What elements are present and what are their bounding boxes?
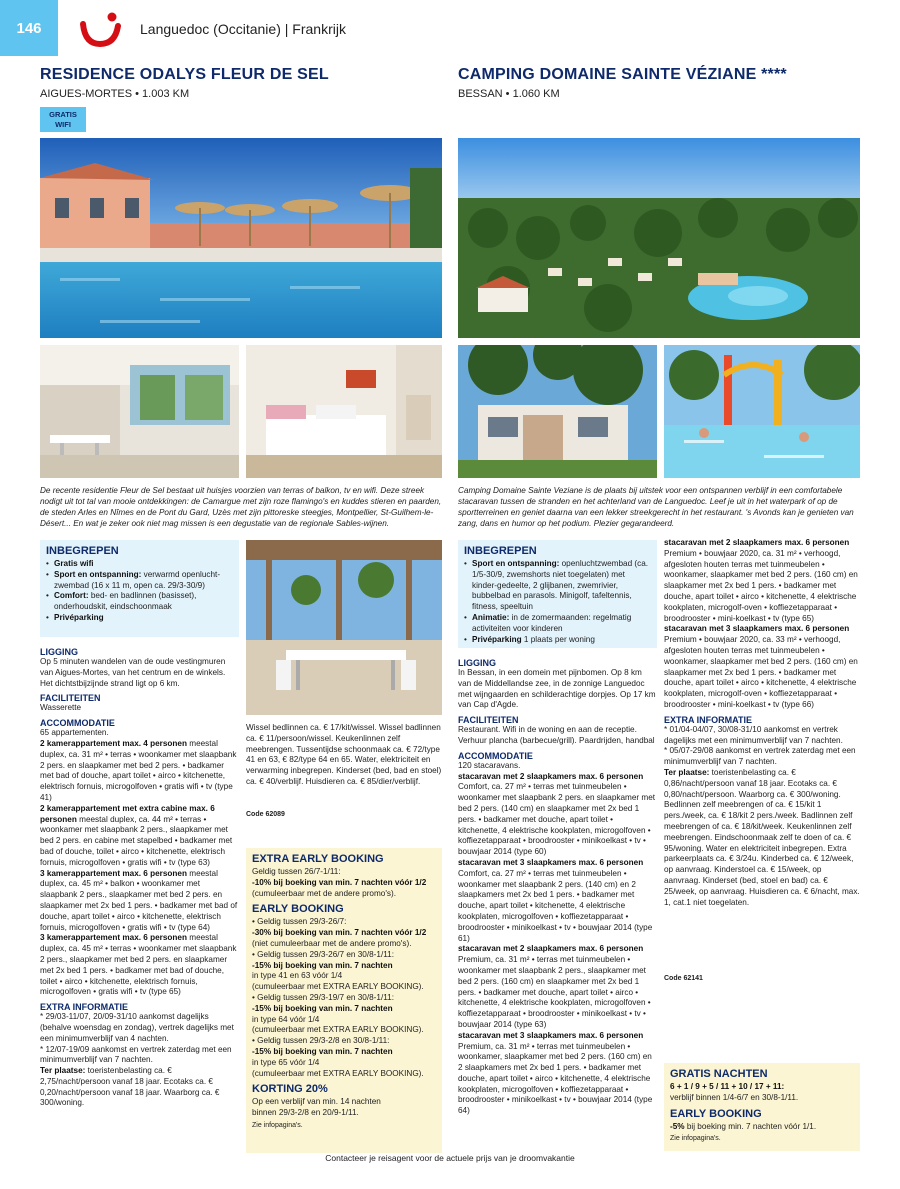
campsite-aerial-photo	[458, 138, 860, 338]
eb-line: -30% bij boeking van min. 7 nachten vóór 1/2	[252, 928, 427, 938]
left-facilities-text: Wasserette	[40, 703, 82, 713]
right-extra-line: * 05/07-29/08 aankomst en vertrek zaterdag met een minimumverblijf van 7 nachten.	[664, 746, 856, 767]
right-unit: stacaravan met 2 slaapkamers max. 6 personen Premium, ca. 31 m² • terras met tuinmeubelen • woonkamer met slaapbank 2 pers., slaapkamer met bed 2 pers. (160 cm) en slaapkamer met 2x bed 1 pers. • badkamer met douche, apart toilet • airco • kitchenette, 4 elektrische kookplaten, microgolfoven • koffiezetapparaat • broodrooster • minikoelkast • tv • bouwjaar 2014 (type 63)	[458, 944, 651, 1029]
left-extra-line: * 12/07-19/09 aankomst en vertrek zaterdag met een minimumverblijf van 7 nachten.	[40, 1044, 232, 1065]
eb-line: (niet cumuleerbaar met de andere promo's).	[252, 938, 412, 948]
living-room-photo	[40, 345, 239, 478]
right-unit: stacaravan met 2 slaapkamers max. 6 personen Premium • bouwjaar 2020, ca. 31 m² • verhoogd, afgesloten houten terras met tuinmeubelen • woonkamer, slaapkamer met bed 2 pers. (160 cm) en slaapkamer met 2x bed 1 pers. • badkamer met douche, apart toilet • airco • kitchenette, 4 elektrische kookplaten, microgolf-oven • koffiezetapparaat • broodrooster • mini-koelkast • tv (type 65)	[664, 538, 858, 623]
right-eb-title: EARLY BOOKING	[670, 1107, 762, 1120]
left-location-text: Op 5 minuten wandelen van de oude vestingmuren van Aigues-Mortes, van het centrum en de winkels. Het dichtstbijzijnde strand ligt op 6 km.	[40, 657, 226, 688]
badge-line-1: GRATIS	[49, 110, 77, 119]
info-note: Zie infopagina's.	[252, 1121, 303, 1129]
right-extra-heading: EXTRA INFORMATIE	[664, 714, 752, 725]
eb-line: • Geldig tussen 29/3-19/7 en 30/8-1/11:	[252, 992, 394, 1002]
eeb-line: (cumuleerbaar met de andere promo's).	[252, 888, 397, 898]
right-code: Code 62141	[664, 975, 703, 982]
right-included-list	[464, 559, 651, 645]
eeb-title: EXTRA EARLY BOOKING	[252, 853, 384, 865]
list-item: • Privéparking	[46, 613, 233, 624]
right-eb-text: -5% bij boeking min. 7 nachten vóór 1/1.	[670, 1121, 817, 1131]
left-extra-line: * 29/03-11/07, 20/09-31/10 aankomst dagelijks (behalve woensdag en zondag), vertrek dagelijks met een minimumverblijf van 4 nachten.	[40, 1012, 234, 1043]
eb-line: in type 65 vóór 1/4	[252, 1057, 320, 1067]
left-title: RESIDENCE ODALYS FLEUR DE SEL	[40, 66, 329, 83]
left-details	[40, 643, 239, 1109]
eb-line: (cumuleerbaar met EXTRA EARLY BOOKING).	[252, 1068, 424, 1078]
eb-line: in type 64 vóór 1/4	[252, 1014, 320, 1024]
right-col2	[664, 538, 860, 908]
left-location-heading: LIGGING	[40, 647, 78, 657]
eb-line: in type 41 en 63 vóór 1/4	[252, 971, 343, 981]
page-number: 146	[0, 0, 58, 56]
left-col2-costs: Wissel bedlinnen ca. € 17/kit/wissel. Wissel badlinnen ca. € 11/persoon/wissel. Keukenlinnen zelf meebrengen. Tussentijdse schoonmaak ca. € 72/type 41 en 63, € 82/type 64 en 65. Water, elektriciteit en verwarming inbegrepen. Kinderset (bed, bad en stoel) ca. € 40/verblijf. Huisdieren ca. € 85/dier/verblijf.	[246, 723, 442, 786]
left-included-box	[40, 540, 239, 637]
right-subtitle: BESSAN • 1.060 KM	[458, 88, 560, 100]
free-nights-title: GRATIS NACHTEN	[670, 1068, 768, 1080]
list-item: • Sport en ontspanning: verwarmd openlucht-zwembad (16 x 11 m, open ca. 29/3-30/9)	[46, 570, 233, 592]
eb-line: -15% bij boeking van min. 7 nachten	[252, 1003, 393, 1013]
list-item: • Privéparking 1 plaats per woning	[464, 635, 651, 646]
left-included-list	[46, 559, 233, 624]
left-accommodation-heading: ACCOMMODATIE	[40, 718, 115, 729]
eb-title: EARLY BOOKING	[252, 903, 344, 916]
eb-line: -15% bij boeking van min. 7 nachten	[252, 960, 393, 970]
left-promo-box	[246, 848, 442, 1153]
right-facilities-heading: FACILITEITEN	[458, 715, 519, 726]
discount-title: KORTING 20%	[252, 1083, 328, 1096]
footer-note: Contacteer je reisagent voor de actuele prijs van je droomvakantie	[325, 1153, 575, 1163]
right-promo-box	[664, 1063, 860, 1151]
left-included-title: INBEGREPEN	[46, 545, 119, 557]
right-onsite-costs: Ter plaatse: toeristenbelasting ca. € 0,86/nacht/persoon vanaf 18 jaar. Ecotaks ca. € 0,80/nacht/persoon. Waarborg ca. € 300/woning. Bedlinnen zelf meebrengen of ca. € 15/kit 1 pers./week, ca. € 18/kit 2 pers./week. Badlinnen zelf meebrengen of ca. € 18/kit/week. Keukenlinnen zelf meebrengen. Eindschoonmaak zelf te doen of ca. € 95/woning. Water en elektriciteit inbegrepen. Extra parkeerplaats ca. € 3/24u. Kinderbed ca. € 12/week, op aanvraag. Kinderstoel ca. € 15/week, op aanvraag. Kinderset (bed, stoel en bad) ca. € 25/week, op aanvraag. Huisdieren ca. € 6/nacht, max. 1, cat.1 niet toegelaten.	[664, 767, 860, 907]
left-facilities-heading: FACILITEITEN	[40, 693, 101, 704]
list-item: • Comfort: bed- en badlinnen (basisset), onderhoudskit, eindschoonmaak	[46, 591, 233, 613]
eeb-line: Geldig tussen 26/7-1/11:	[252, 867, 341, 876]
discount-line: binnen 29/3-2/8 en 20/9-1/11.	[252, 1108, 359, 1118]
free-nights-combo: 6 + 1 / 9 + 5 / 11 + 10 / 17 + 11:	[670, 1082, 785, 1091]
free-nights-text: verblijf binnen 1/4-6/7 en 30/8-1/11.	[670, 1092, 799, 1102]
eb-line: • Geldig tussen 29/3-26/7:	[252, 917, 347, 927]
right-location-heading: LIGGING	[458, 658, 496, 668]
left-code: Code 62089	[246, 811, 285, 818]
terrace-photo	[246, 540, 442, 715]
eb-line: • Geldig tussen 29/3-26/7 en 30/8-1/11:	[252, 949, 394, 959]
bedroom-photo	[246, 345, 442, 478]
right-included-box	[458, 540, 657, 648]
left-unit: 3 kamerappartement max. 6 personen meestal duplex, ca. 45 m² • terras • woonkamer met slaapbank 2 pers., slaapkamer met bed 2 pers. en slaapkamer met 2x bed 1 pers. • badkamer met bad of douche, toilet • airco • kitchenette, elektrisch fornuis, microgolfoven • gratis wifi • tv (type 65)	[40, 933, 237, 997]
right-title-text: CAMPING DOMAINE SAINTE VÉZIANE	[458, 66, 757, 83]
list-item: • Gratis wifi	[46, 559, 233, 570]
left-caption: De recente residentie Fleur de Sel bestaat uit huisjes voorzien van terras of balkon, tv en wifi. Deze streek nodigt uit tot tal van mooie ontdekkingen: de Camargue met zijn roze flamingo's en kuddes stieren en paarden, de steden Arles en Nîmes en de Pont du Gard, Uzès met zijn pittoreske steegjes, Montpellier, St-Guilhem-le-Désert... En wat je zeker ook niet mag missen is een degustatie van de regionale Sables-wijnen.	[40, 486, 442, 528]
list-item: • Animatie: in de zomermaanden: regelmatig activiteiten voor kinderen	[464, 613, 651, 635]
list-item: • Sport en ontspanning: openluchtzwembad (ca. 1/5-30/9, zwemshorts niet toegelaten) met kinder-gedeelte, 2 glijbanen, zwemrivier, bubbelbad en parasols. Minigolf, tafeltennis, fitness, speeltuin	[464, 559, 651, 613]
left-unit: 3 kamerappartement max. 6 personen meestal duplex, ca. 45 m² • balkon • woonkamer met slaapbank 2 pers., slaapkamer met bed 2 pers. en slaapkamer met 2x bed 1 pers. • badkamer met bad of douche, apart toilet • airco • kitchenette, elektrisch fornuis, microgolfoven • gratis wifi • tv (type 64)	[40, 868, 238, 932]
right-unit: stacaravan met 3 slaapkamers max. 6 personen Premium • bouwjaar 2020, ca. 33 m² • verhoogd, afgesloten houten terras met tuinmeubelen • woonkamer, slaapkamer met bed 2 pers. (160 cm) en slaapkamer met 2x bed 1 pers. • badkamer met douche, apart toilet • airco • kitchenette, 4 elektrische kookplaten, microgolf-oven • koffiezetapparaat • broodrooster • mini-koelkast • tv (type 66)	[664, 624, 858, 709]
right-facilities-text: Restaurant. Wifi in de woning en aan de receptie. Verhuur plancha (barbecue/grill). Paardrijden, handbal	[458, 725, 655, 745]
right-unit: stacaravan met 2 slaapkamers max. 6 personen Comfort, ca. 27 m² • terras met tuinmeubelen • woonkamer met slaapbank 2 pers. en slaapkamer met bed 2 pers. (140 cm) en slaapkamer met 2x bed 1 pers. • badkamer met douche, apart toilet • kitchenette, 4 elektrische kookplaten, microgolfoven • koffiezetapparaat • broodrooster • minikoelkast • tv • bouwjaar 2014 (type 60)	[458, 771, 656, 857]
left-unit: 2 kamerappartement met extra cabine max. 6 personen meestal duplex, ca. 44 m² • terras • woonkamer met slaapbank 2 pers., slaapkamer met bed 2 pers. en cabine met stapelbed • badkamer met bad of douche, toilet • airco • kitchenette, elektrisch fornuis, microgolfoven • gratis wifi • tv (type 63)	[40, 803, 233, 867]
left-onsite-costs: Ter plaatse: toeristenbelasting ca. € 2,75/nacht/persoon vanaf 18 jaar. Ecotaks ca. € 0,20/nacht/persoon vanaf 18 jaar. Waarborg ca. € 300/woning.	[40, 1066, 220, 1108]
wifi-badge	[40, 107, 86, 132]
eeb-line: -10% bij boeking van min. 7 nachten vóór 1/2	[252, 877, 427, 887]
info-note: Zie infopagina's.	[670, 1135, 721, 1143]
tui-logo	[78, 10, 122, 50]
pool-photo	[40, 138, 442, 338]
left-subtitle: AIGUES-MORTES • 1.003 KM	[40, 88, 190, 100]
discount-line: Op een verblijf van min. 14 nachten	[252, 1097, 381, 1107]
region-heading: Languedoc (Occitanie) | Frankrijk	[140, 21, 346, 37]
waterpark-photo	[664, 345, 860, 478]
right-title	[458, 66, 787, 84]
eb-line: -15% bij boeking van min. 7 nachten	[252, 1046, 393, 1056]
right-accommodation-heading: ACCOMMODATIE	[458, 750, 533, 761]
right-unit: stacaravan met 3 slaapkamers max. 6 personen Premium, ca. 31 m² • terras met tuinmeubelen • woonkamer, slaapkamer met bed 2 pers. (160 cm) en 2 slaapkamers met 2x bed 1 pers. • badkamer met douche, apart toilet • airco • kitchenette, 4 elektrische kookplaten, microgolfoven • koffiezetapparaat • broodrooster • minikoelkast • tv • bouwjaar 2014 (type 64)	[458, 1030, 653, 1116]
right-unit: stacaravan met 3 slaapkamers max. 6 personen Comfort, ca. 27 m² • terras met tuinmeubelen • woonkamer met slaapbank 2 pers. (140 cm) en 2 slaapkamers met 2x bed 1 pers. • badkamer met douche, apart toilet • kitchenette, 4 elektrische kookplaten, microgolfoven • koffiezetapparaat • broodrooster • minikoelkast • tv • bouwjaar 2014 (type 61)	[458, 857, 653, 943]
left-unit: 2 kamerappartement max. 4 personen meestal duplex, ca. 31 m² • terras • woonkamer met slaapbank 2 pers. en slaapkamer met bed 2 pers. • badkamer met bad of douche, apart toilet • airco • kitchenette, elektrisch fornuis, microgolfoven • gratis wifi • tv (type 41)	[40, 738, 237, 802]
right-extra-line: * 01/04-04/07, 30/08-31/10 aankomst en vertrek dagelijks met een minimumverblijf van 7 nachten.	[664, 724, 843, 745]
star-rating: ****	[761, 66, 787, 83]
left-accommodation-intro: 65 appartementen.	[40, 728, 109, 738]
right-details	[458, 654, 657, 1117]
right-included-title: INBEGREPEN	[464, 545, 537, 557]
left-extra-heading: EXTRA INFORMATIE	[40, 1002, 128, 1013]
eb-line: (cumuleerbaar met EXTRA EARLY BOOKING).	[252, 982, 424, 992]
badge-line-2: WIFI	[55, 120, 71, 129]
right-caption: Camping Domaine Sainte Veziane is de plaats bij uitstek voor een ontspannen verblijf in een comfortabele stacaravan tussen de stranden en het achterland van de Languedoc. Leef je uit in het waterpark of op de sportterreinen en geniet daarna van een lekker streekgerecht in het restaurant. 's Avonds kan je genieten van zang, dans en humor op het podium. Plezier gegarandeerd.	[458, 486, 854, 528]
eb-line: • Geldig tussen 29/3-2/8 en 30/8-1/11:	[252, 1036, 390, 1046]
eb-line: (cumuleerbaar met EXTRA EARLY BOOKING).	[252, 1025, 424, 1035]
right-accommodation-intro: 120 stacaravans.	[458, 760, 521, 770]
mobile-home-photo	[458, 345, 657, 478]
right-location-text: In Bessan, in een domein met pijnbomen. Op 8 km van de Middellandse zee, in de zonnige Languedoc met wijngaarden en schilderachtige dorpjes. Op 17 km van Cap d'Agde.	[458, 668, 656, 710]
